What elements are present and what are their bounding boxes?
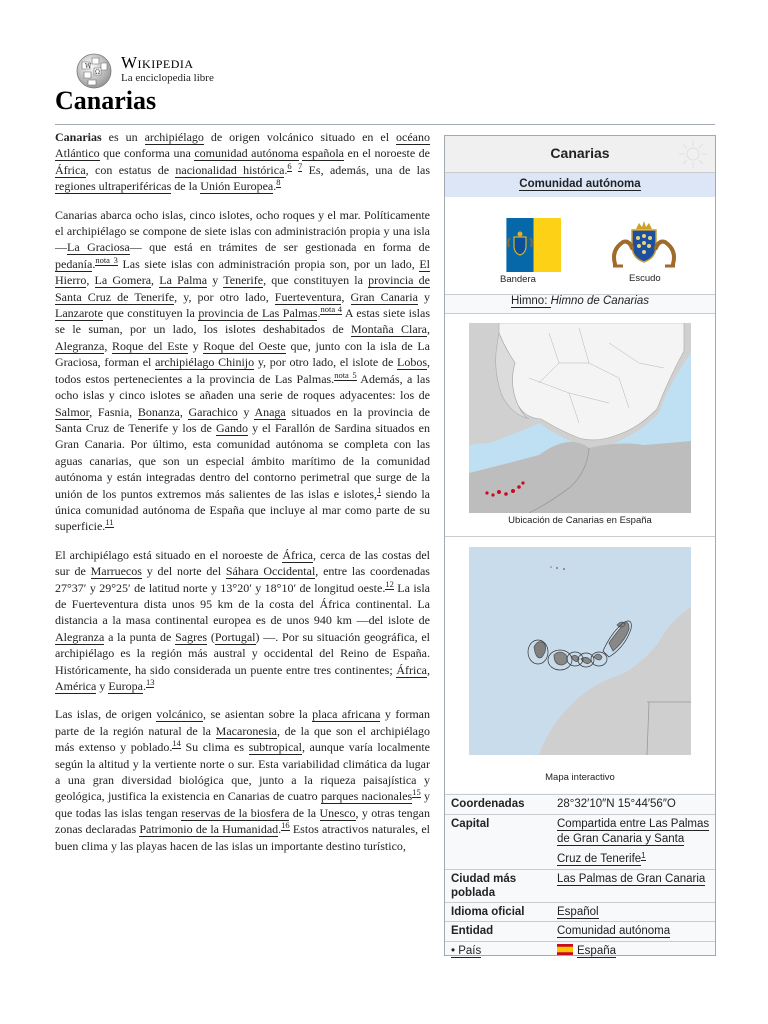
text: y del norte del	[141, 564, 226, 579]
page-title: Canarias	[55, 86, 157, 115]
text: situados en la provincia de Santa Cruz de Tenerife y los de	[55, 404, 430, 435]
row-value	[549, 870, 715, 902]
text: y que todas las islas tengan	[55, 789, 430, 820]
link[interactable]: África	[282, 547, 313, 562]
link[interactable]: Unesco	[319, 805, 356, 820]
row-country	[445, 941, 715, 961]
wikipedia-tagline: La enciclopedia libre	[121, 72, 214, 84]
infobox-title	[445, 136, 715, 172]
hymn-row	[445, 295, 715, 307]
country-label-link[interactable]: • País	[451, 944, 482, 957]
link[interactable]: nacionalidad histórica	[175, 162, 285, 177]
paragraph-geography	[55, 547, 430, 695]
text: que, junto con la isla de La Graciosa, forman el	[55, 338, 430, 370]
text: ,	[104, 338, 112, 353]
reference-link[interactable]: 6	[287, 160, 292, 171]
row-value	[549, 903, 715, 922]
infobox-data-table	[445, 794, 715, 960]
link[interactable]: archipiélago	[144, 130, 204, 144]
text: (	[207, 629, 215, 644]
link[interactable]: Sagres	[175, 629, 208, 644]
text: y	[417, 289, 431, 304]
link[interactable]: Macaronesia	[215, 723, 277, 738]
row-official-language	[445, 902, 715, 922]
text: es un	[101, 130, 145, 144]
row-value	[549, 922, 715, 941]
text: y	[237, 404, 255, 419]
link[interactable]: Roque del Este	[111, 338, 188, 353]
text: , con estatus de	[85, 162, 176, 177]
link[interactable]: La Palma	[159, 273, 208, 288]
wikipedia-globe-icon[interactable]	[70, 50, 118, 90]
flag-caption: Bandera	[500, 274, 536, 285]
link[interactable]: archipiélago Chinijo	[155, 355, 255, 370]
row-label: Coordenadas	[451, 798, 525, 810]
text: y	[187, 338, 204, 353]
interactive-map[interactable]	[469, 547, 691, 755]
shield-caption: Escudo	[629, 273, 661, 284]
text: y	[96, 679, 109, 693]
text: que constituyen la	[102, 306, 199, 321]
link[interactable]: África	[396, 662, 427, 677]
text: ,	[426, 322, 430, 337]
row-value[interactable]	[549, 795, 715, 814]
largest-city-link[interactable]: Las Palmas de Gran Canaria	[557, 872, 706, 885]
text: y	[207, 273, 224, 288]
link[interactable]: La Gomera	[94, 273, 152, 288]
text: , se asientan sobre la	[203, 707, 313, 722]
text: a la punta de	[104, 629, 176, 644]
infobox-subtitle-link[interactable]: Comunidad autónoma	[519, 178, 641, 190]
text: y forman parte de la región natural de la	[55, 707, 430, 738]
reference-link[interactable]: 12	[385, 578, 394, 589]
text: , cerca de las costas del sur de	[55, 547, 430, 579]
text: y el Farallón de Sardina situados en Gran Canaria. Por último, esta comunidad autónoma se completa con las aguas canarias, que son un especial ámbito marítimo de la comunidad autónoma y están integradas dentro del contorno perimetral que surge de la unión de los puntos extremos más salientes de las islas e islotes,	[55, 420, 430, 501]
entity-link[interactable]: Comunidad autónoma	[557, 925, 671, 938]
text: Las siete islas con administración propia son, por un lado,	[117, 256, 420, 271]
link[interactable]: reservas de la biosfera	[181, 805, 290, 820]
reference-link[interactable]: 14	[172, 738, 181, 749]
text: ,	[179, 404, 189, 419]
text: A estas siete islas se le suman, por un lado, los islotes deshabitados de	[55, 306, 430, 337]
link[interactable]: Tenerife	[223, 273, 264, 288]
link[interactable]: Unión Europea	[200, 179, 274, 194]
text: Además, a las ocho islas y cinco islotes se añaden una serie de roques adyacentes: los de	[55, 371, 430, 403]
link[interactable]: Alegranza	[55, 629, 105, 644]
text: , y otras tengan zonas declaradas	[55, 805, 430, 837]
note-link[interactable]: nota 5	[334, 369, 357, 380]
text: Es, además, una de las	[302, 162, 430, 177]
link[interactable]: Alegranza	[55, 338, 105, 353]
reference-link[interactable]: 7	[298, 160, 303, 171]
reference-link[interactable]: 15	[412, 787, 421, 798]
link[interactable]: española	[302, 146, 344, 161]
link[interactable]: Salmor	[55, 404, 90, 419]
link[interactable]: pedanía	[55, 256, 93, 271]
text: Las islas, de origen	[55, 707, 157, 722]
wikipedia-wordmark[interactable]: Wikipedia	[121, 53, 194, 72]
text: — que está en trámites de ser gestionada en forma de	[129, 240, 430, 255]
spain-flag-icon	[557, 944, 573, 955]
article-body	[55, 129, 430, 866]
row-label: Idioma oficial	[451, 905, 525, 918]
row-label: Capital	[451, 817, 490, 830]
reference-link[interactable]: 1	[641, 850, 646, 860]
text: .	[284, 162, 288, 177]
hymn-label[interactable]: Himno:	[510, 295, 551, 307]
text: .	[92, 256, 96, 271]
text: , Fasnia,	[89, 404, 138, 419]
text: .	[317, 306, 321, 321]
link[interactable]: Portugal	[214, 629, 256, 644]
text: de la	[171, 179, 201, 194]
infobox-title-text: Canarias	[550, 145, 610, 161]
text: ,	[341, 289, 351, 304]
link[interactable]: océano Atlántico	[55, 130, 430, 161]
link[interactable]: Montaña Clara	[351, 322, 427, 337]
reference-link[interactable]: 16	[281, 820, 290, 831]
text: , aunque varía localmente según la altitud y la vertiente norte o sur. Esta variabilidad climática da lugar a una gran diversidad biológica que, junto a la riqueza paisajística y geológica, justifica la existencia en Canarias de cuatro	[55, 740, 430, 804]
reference-link[interactable]: 11	[105, 517, 114, 528]
text: de origen volcánico situado en el	[203, 130, 397, 144]
text: de la	[289, 805, 320, 820]
reference-link[interactable]: 8	[276, 177, 281, 188]
row-entity	[445, 921, 715, 941]
row-value	[549, 942, 715, 961]
paragraph-islands	[55, 207, 430, 535]
text: Estos atractivos naturales, el buen clima y las playas hacen de las islas un importante destino turístico,	[55, 822, 430, 853]
canary-flag-icon[interactable]	[479, 218, 561, 272]
text: que conforma una	[99, 146, 195, 161]
text: ) —. Por su situación geográfica, el archipiélago es la región más austral y occidental del Reino de España. Históricamente, ha sido considerada un puente entre tres continentes;	[55, 629, 431, 677]
row-label	[445, 942, 549, 961]
hymn-value: Himno de Canarias	[550, 295, 650, 307]
text: .	[273, 179, 277, 194]
link[interactable]: América	[55, 679, 97, 693]
link[interactable]: Gando	[215, 420, 248, 435]
text: .	[278, 822, 282, 837]
text: El archipiélago está situado en el noroeste de	[55, 547, 283, 562]
text: ,	[427, 662, 430, 677]
link[interactable]: Garachico	[188, 404, 238, 419]
text: , y, por otro lado,	[174, 289, 275, 304]
link[interactable]: Europa	[108, 679, 143, 693]
link[interactable]: África	[55, 162, 86, 177]
infobox-subtitle	[445, 172, 715, 198]
link[interactable]: provincia de Santa Cruz de Tenerife	[55, 273, 431, 304]
link[interactable]: Lobos	[397, 355, 427, 370]
text: Su clima es	[180, 740, 249, 755]
text: Canarias abarca ocho islas, cinco islotes, ocho roques y el mar. Políticamente el archipiélago se compone de siete islas con administración propia y una isla —	[55, 207, 430, 255]
note-link[interactable]: nota 4	[320, 304, 342, 315]
spain-location-map[interactable]	[469, 323, 691, 513]
paragraph-nature	[55, 706, 430, 854]
coat-of-arms-icon[interactable]	[607, 220, 681, 272]
link[interactable]: Fuerteventura	[274, 289, 342, 304]
link[interactable]: Marruecos	[90, 564, 142, 579]
link[interactable]: Bonanza	[137, 404, 180, 419]
title-divider	[55, 124, 715, 125]
link[interactable]: La Graciosa	[67, 240, 130, 255]
text: y, por otro lado, el islote de	[254, 355, 397, 370]
bold-term: Canarias	[55, 130, 102, 144]
capital-links[interactable]: Compartida entre Las Palmas de Gran Canaria y Santa Cruz de Tenerife	[557, 817, 710, 866]
reference-link[interactable]: 1	[377, 484, 382, 495]
location-map-caption: Ubicación de Canarias en España	[508, 515, 652, 526]
link[interactable]: regiones ultraperiféricas	[55, 179, 172, 194]
text: siendo la única comunidad autónoma de España que incluye al mar como parte de su superficie.	[55, 486, 430, 534]
country-link[interactable]: España	[577, 944, 617, 957]
link[interactable]: provincia de Las Palmas	[198, 306, 318, 321]
row-largest-city	[445, 869, 715, 902]
language-link[interactable]: Español	[557, 905, 599, 918]
reference-link[interactable]: 13	[145, 677, 155, 687]
text: , todos estos pertenecientes a la provincia de Las Palmas.	[55, 355, 430, 386]
link[interactable]: Roque del Oeste	[203, 338, 286, 353]
link[interactable]: comunidad autónoma	[194, 146, 299, 161]
interactive-map-caption: Mapa interactivo	[545, 772, 615, 783]
text: La isla de Fuerteventura dista unos 95 km de la costa del África continental. La distancia a la masa continental europea es de unos 940 km —del islote de	[55, 580, 430, 628]
svg-text:W: W	[85, 63, 92, 70]
text: en el noroeste de	[344, 146, 431, 161]
text: ,	[86, 273, 95, 288]
svg-text:Ω: Ω	[95, 69, 100, 76]
paragraph-intro	[55, 129, 430, 195]
infobox	[444, 135, 716, 956]
link[interactable]: parques nacionales	[320, 789, 413, 804]
link[interactable]: Anaga	[254, 404, 286, 419]
symbols-panel	[445, 197, 715, 294]
text: , de la que son el archipiélago más extenso y poblado.	[55, 723, 430, 755]
text: , entre las coordenadas 27°37′ y 29°25′ de latitud norte y 13°20′ y 18°10′ de longitud oeste.	[55, 564, 430, 595]
row-capital	[445, 814, 715, 869]
link[interactable]: Gran Canaria	[350, 289, 418, 304]
sun-watermark-icon	[661, 138, 709, 170]
coordinates-link[interactable]: 28°32′10″N 15°44′56″O	[557, 798, 676, 810]
row-label: Entidad	[451, 925, 494, 938]
link[interactable]: Patrimonio de la Humanidad	[139, 822, 279, 837]
link[interactable]: Lanzarote	[55, 306, 103, 321]
row-coordinates	[445, 794, 715, 814]
text: , que constituyen la	[263, 273, 369, 288]
link[interactable]: placa africana	[312, 707, 381, 722]
link[interactable]: volcánico	[156, 707, 204, 722]
text: .	[142, 679, 146, 693]
link[interactable]: subtropical	[248, 740, 302, 755]
row-value	[549, 815, 715, 869]
link[interactable]: El Hierro	[55, 256, 430, 288]
text: ,	[151, 273, 160, 288]
note-link[interactable]: nota 3	[95, 254, 118, 265]
row-label: Ciudad más poblada	[451, 872, 517, 900]
link[interactable]: Sáhara Occidental	[225, 564, 316, 579]
